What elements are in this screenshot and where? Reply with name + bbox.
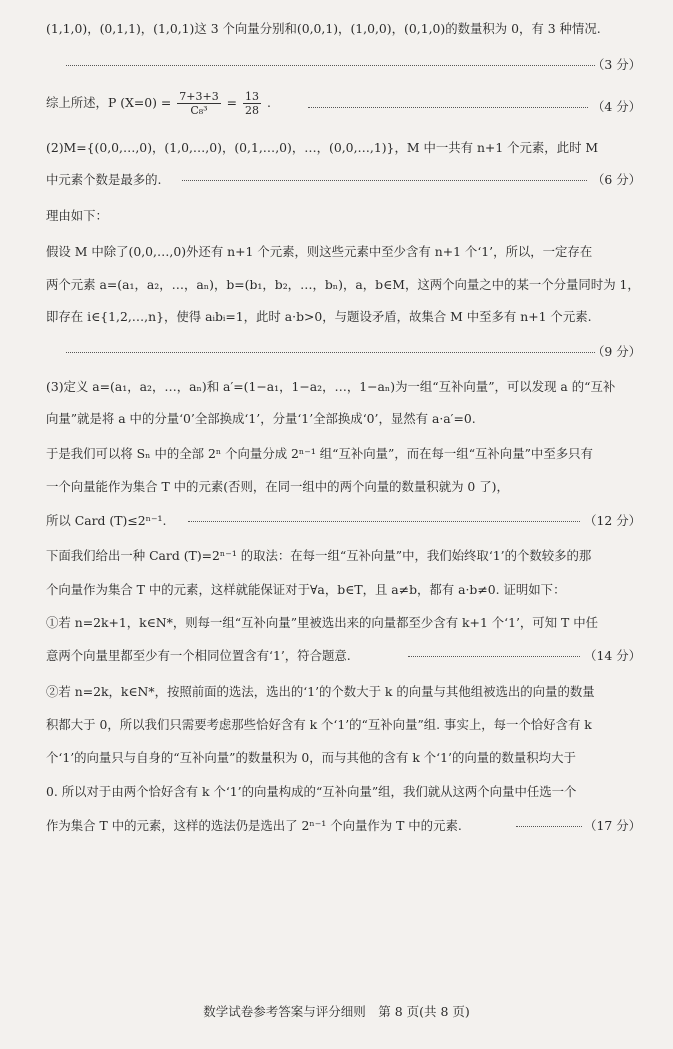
text-line-14-body: 所以 Card (T)≤2ⁿ⁻¹. xyxy=(46,513,167,528)
fraction-denominator: C₈³ xyxy=(190,104,208,117)
fraction-numerator: 7+3+3 xyxy=(179,90,219,103)
dot-leader xyxy=(516,826,582,827)
text-line-12: 于是我们可以将 Sₙ 中的全部 2ⁿ 个向量分成 2ⁿ⁻¹ 组“互补向量”，而在每一组“互补向量”中至多只有 xyxy=(46,446,593,461)
text-line-11: 向量”就是将 a 中的分量‘0’全部换成‘1’，分量‘1’全部换成‘0’，显然有 a·a′=0. xyxy=(46,411,476,426)
text-line-8: 即存在 i∈{1,2,…,n}，使得 aᵢbᵢ=1，此时 a·b>0，与题设矛盾，故集合 M 中至多有 n+1 个元素. xyxy=(46,309,592,324)
text-line-6: 假设 M 中除了(0,0,…,0)外还有 n+1 个元素，则这些元素中至少含有 n+1 个‘1’，所以，一定存在 xyxy=(46,244,593,259)
text-line-19: ②若 n=2k，k∈N*，按照前面的选法，选出的‘1’的个数大于 k 的向量与其他组被选出的向量的数量 xyxy=(46,684,595,699)
text-line-5: 理由如下： xyxy=(46,208,108,223)
dot-leader xyxy=(308,107,588,108)
score-label: （3 分） xyxy=(592,57,641,72)
dot-leader xyxy=(408,656,580,657)
formula-line xyxy=(46,90,641,122)
text-line-18-body: 意两个向量里都至少有一个相同位置含有‘1’，符合题意. xyxy=(46,648,351,663)
text-line-16: 个向量作为集合 T 中的元素，这样就能保证对于∀a，b∈T，且 a≠b，都有 a·b≠0. 证明如下： xyxy=(46,582,566,597)
fraction-probability xyxy=(177,90,220,117)
fraction-result xyxy=(243,90,261,117)
text-line-10: (3)定义 a=(a₁，a₂，…，aₙ)和 a′=(1−a₁，1−a₂，…，1−aₙ)为一组“互补向量”，可以发现 a 的“互补 xyxy=(46,379,616,394)
score-row-3 xyxy=(66,56,641,74)
text-line-4 xyxy=(46,171,641,189)
dot-leader xyxy=(66,65,595,66)
text-line-17: ①若 n=2k+1，k∈N*，则每一组“互补向量”里被选出来的向量都至少含有 k+1 个‘1’，可知 T 中任 xyxy=(46,615,599,630)
dot-leader xyxy=(182,180,587,181)
period: . xyxy=(266,95,271,110)
score-label: （9 分） xyxy=(592,344,641,359)
text-line-3: (2)M={(0,0,…,0)，(1,0,…,0)，(0,1,…,0)，…，(0,0,…,1)}，M 中一共有 n+1 个元素，此时 M xyxy=(46,140,599,155)
result-numerator: 13 xyxy=(245,90,259,103)
text-line-23-body: 作为集合 T 中的元素，这样的选法仍是选出了 2ⁿ⁻¹ 个向量作为 T 中的元素. xyxy=(46,818,462,833)
text-line-23 xyxy=(46,817,641,835)
formula-prefix: 综上所述，P (X=0) = xyxy=(46,95,172,110)
equals-sign: = xyxy=(226,95,238,110)
text-line-1: (1,1,0)，(0,1,1)，(1,0,1)这 3 个向量分别和(0,0,1)，(1,0,0)，(0,1,0)的数量积为 0，有 3 种情况. xyxy=(46,21,601,36)
text-line-7: 两个元素 a=(a₁，a₂，…，aₙ)，b=(b₁，b₂，…，bₙ)，a，b∈M，这两个向量之中的某一个分量同时为 1， xyxy=(46,277,640,292)
text-line-13: 一个向量能作为集合 T 中的元素(否则，在同一组中的两个向量的数量积就为 0 了)， xyxy=(46,479,509,494)
text-line-22: 0. 所以对于由两个恰好含有 k 个‘1’的向量构成的“互补向量”组，我们就从这两个向量中任选一个 xyxy=(46,784,577,799)
text-line-4-body: 中元素个数是最多的. xyxy=(46,172,162,187)
dot-leader xyxy=(66,352,595,353)
score-row-9 xyxy=(66,343,641,361)
text-line-21: 个‘1’的向量只与自身的“互补向量”的数量积为 0，而与其他的含有 k 个‘1’的向量的数量积均大于 xyxy=(46,750,576,765)
text-line-20: 积都大于 0，所以我们只需要考虑那些恰好含有 k 个‘1’的“互补向量”组. 事实上，每一个恰好含有 k xyxy=(46,717,592,732)
score-label: （14 分） xyxy=(584,648,641,663)
text-line-15: 下面我们给出一种 Card (T)=2ⁿ⁻¹ 的取法：在每一组“互补向量”中，我们始终取‘1’的个数较多的那 xyxy=(46,548,592,563)
text-line-18 xyxy=(46,647,641,665)
score-label: （12 分） xyxy=(584,513,641,528)
page-footer: 数学试卷参考答案与评分细则 第 8 页(共 8 页) xyxy=(203,1004,470,1019)
score-label: （4 分） xyxy=(592,99,641,114)
result-denominator: 28 xyxy=(245,104,259,117)
dot-leader xyxy=(188,521,580,522)
text-line-14 xyxy=(46,512,641,530)
score-label: （6 分） xyxy=(592,172,641,187)
score-label: （17 分） xyxy=(584,818,641,833)
